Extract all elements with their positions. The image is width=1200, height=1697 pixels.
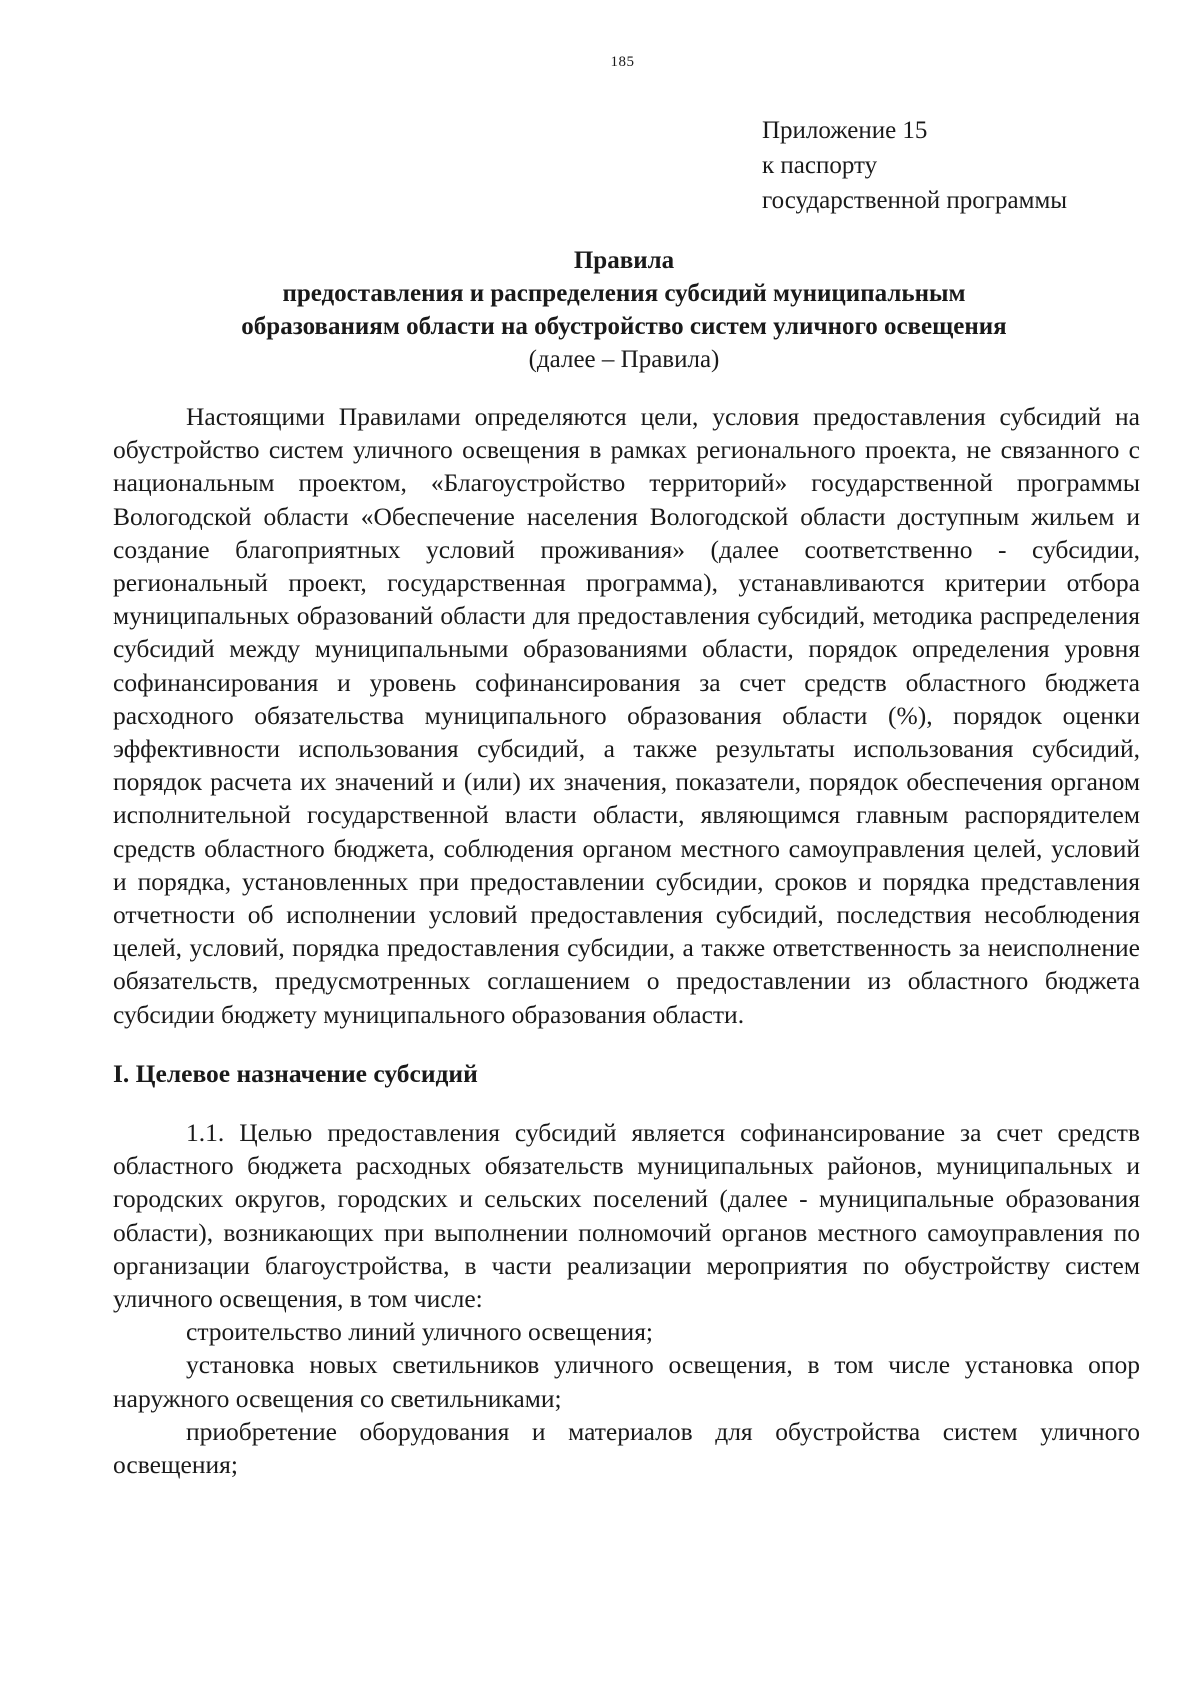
document-body bbox=[113, 400, 1140, 1481]
appendix-line: к паспорту bbox=[762, 152, 878, 179]
section-heading: I. Целевое назначение субсидий bbox=[113, 1058, 478, 1088]
page-number: 185 bbox=[610, 54, 635, 70]
title-subline: (далее – Правила) bbox=[528, 346, 720, 373]
intro-paragraph: Настоящими Правилами определяются цели, условия предоставления субсидий на обустройство систем уличного освещения в рамках регионального проекта, не связанного с национальным проектом, «Благоустройство территорий» государственной программы Вологодской области «Обеспечение населения Вологодской области доступным жильем и создание благоприятных условий проживания» (далее соответственно - субсидии, региональный проект, государственная программа), устанавливаются критерии отбора муниципальных образований области для предоставления субсидий, методика распределения субсидий между муниципальными образованиями области, порядок определения уровня софинансирования и уровень софинансирования за счет средств областного бюджета расходного обязательства муниципального образования области (%), порядок оценки эффективности использования субсидий, а также результаты использования субсидий, порядок расчета их значений и (или) их значения, показатели, порядок обеспечения органом исполнительной государственной власти области, являющимся главным распорядителем средств областного бюджета, соблюдения органом местного самоуправления целей, условий и порядка, установленных при предоставлении субсидии, сроков и порядка представления отчетности об исполнении условий предоставления субсидий, последствия несоблюдения целей, условий, порядка предоставления субсидии, а также ответственность за неисполнение обязательств, предусмотренных соглашением о предоставлении из областного бюджета субсидии бюджету муниципального образования области. bbox=[113, 402, 1140, 1029]
list-item: установка новых светильников уличного освещения, в том числе установка опор наружного освещения со светильниками; bbox=[113, 1350, 1140, 1413]
appendix-reference bbox=[762, 113, 1067, 218]
appendix-line: Приложение 15 bbox=[762, 117, 928, 144]
paragraph-1-1: 1.1. Целью предоставления субсидий является софинансирование за счет средств областного бюджета расходных обязательств муниципальных районов, муниципальных и городских округов, городских и сельских поселений (далее - муниципальные образования области), возникающих при выполнении полномочий органов местного самоуправления по организации благоустройства, в части реализации мероприятия по обустройству систем уличного освещения, в том числе: bbox=[113, 1118, 1140, 1314]
appendix-line: государственной программы bbox=[762, 187, 1068, 214]
title-line: Правила bbox=[573, 247, 675, 274]
list-item: строительство линий уличного освещения; bbox=[186, 1317, 654, 1347]
title-line: образованиям области на обустройство систем уличного освещения bbox=[241, 313, 1007, 340]
document-title bbox=[113, 244, 1135, 376]
title-line: предоставления и распределения субсидий муниципальным bbox=[282, 280, 966, 307]
list-item: приобретение оборудования и материалов для обустройства систем уличного освещения; bbox=[113, 1416, 1140, 1480]
